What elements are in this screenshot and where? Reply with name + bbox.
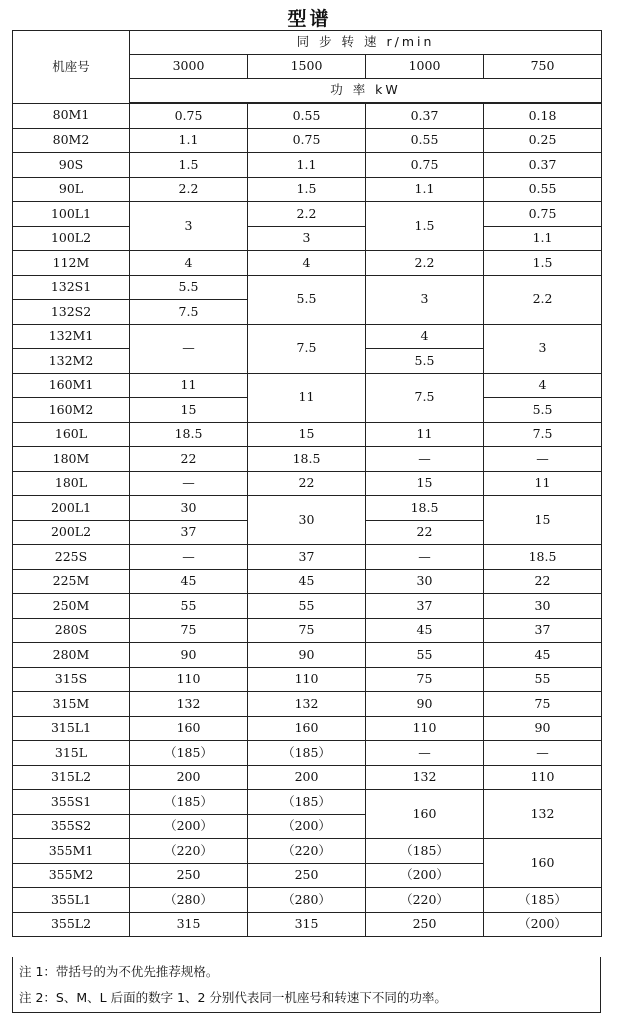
power-cell: （220） xyxy=(366,888,484,913)
power-cell: 4 xyxy=(366,324,484,349)
frame-cell: 355L1 xyxy=(13,888,130,913)
power-cell: — xyxy=(130,471,248,496)
table-row xyxy=(13,569,602,594)
power-cell: （200） xyxy=(366,863,484,888)
power-cell: （200） xyxy=(484,912,602,937)
table-row xyxy=(13,741,602,766)
frame-cell: 225S xyxy=(13,545,130,570)
frame-cell: 315L2 xyxy=(13,765,130,790)
table-row xyxy=(13,103,602,128)
power-cell: — xyxy=(366,447,484,472)
power-cell: 75 xyxy=(248,618,366,643)
power-cell: 315 xyxy=(248,912,366,937)
power-cell: 5.5 xyxy=(130,275,248,300)
power-cell: 250 xyxy=(130,863,248,888)
frame-cell: 280M xyxy=(13,643,130,668)
power-cell: 2.2 xyxy=(130,177,248,202)
frame-cell: 355S2 xyxy=(13,814,130,839)
power-cell: 250 xyxy=(366,912,484,937)
power-cell: 2.2 xyxy=(366,251,484,276)
power-cell: 1.5 xyxy=(248,177,366,202)
power-cell: 18.5 xyxy=(484,545,602,570)
table-row xyxy=(13,545,602,570)
power-cell: 75 xyxy=(366,667,484,692)
frame-cell: 132S1 xyxy=(13,275,130,300)
power-cell: （185） xyxy=(248,741,366,766)
power-cell: 3 xyxy=(366,275,484,324)
frame-cell: 100L2 xyxy=(13,226,130,251)
frame-cell: 315L xyxy=(13,741,130,766)
frame-cell: 80M1 xyxy=(13,103,130,128)
power-cell: — xyxy=(130,545,248,570)
speed-1000-header: 1000 xyxy=(366,55,484,79)
table-row xyxy=(13,373,602,398)
power-cell: （185） xyxy=(248,790,366,815)
power-cell: （200） xyxy=(248,814,366,839)
speed-1500-header: 1500 xyxy=(248,55,366,79)
power-cell: 0.75 xyxy=(248,128,366,153)
motor-spec-table xyxy=(12,30,602,937)
power-cell: 0.75 xyxy=(484,202,602,227)
table-row xyxy=(13,765,602,790)
power-cell: — xyxy=(366,545,484,570)
power-cell: 30 xyxy=(484,594,602,619)
power-cell: 1.1 xyxy=(366,177,484,202)
power-cell: （185） xyxy=(130,790,248,815)
power-cell: 75 xyxy=(130,618,248,643)
power-cell: — xyxy=(484,741,602,766)
power-cell: 5.5 xyxy=(366,349,484,374)
power-cell: 160 xyxy=(130,716,248,741)
frame-cell: 280S xyxy=(13,618,130,643)
frame-cell: 132M2 xyxy=(13,349,130,374)
power-cell: 22 xyxy=(248,471,366,496)
power-cell: 55 xyxy=(366,643,484,668)
frame-cell: 315S xyxy=(13,667,130,692)
table-row xyxy=(13,643,602,668)
power-cell: 7.5 xyxy=(484,422,602,447)
power-cell: — xyxy=(130,324,248,373)
power-cell: — xyxy=(366,741,484,766)
power-cell: 90 xyxy=(484,716,602,741)
power-cell: 45 xyxy=(366,618,484,643)
power-cell: 4 xyxy=(248,251,366,276)
power-cell: 2.2 xyxy=(484,275,602,324)
power-cell: （200） xyxy=(130,814,248,839)
power-cell: 0.55 xyxy=(484,177,602,202)
power-cell: 110 xyxy=(366,716,484,741)
power-cell: 160 xyxy=(366,790,484,839)
speed-header: 同 步 转 速 r/min xyxy=(130,31,602,55)
spec-table-body xyxy=(13,103,602,937)
table-row xyxy=(13,422,602,447)
table-row xyxy=(13,471,602,496)
note-2: 注 2：S、M、L 后面的数字 1、2 分别代表同一机座号和转速下不同的功率。 xyxy=(19,990,447,1005)
frame-cell: 160M1 xyxy=(13,373,130,398)
table-row xyxy=(13,790,602,815)
power-cell: 0.55 xyxy=(248,103,366,128)
frame-cell: 315L1 xyxy=(13,716,130,741)
power-cell: 37 xyxy=(130,520,248,545)
power-cell: （280） xyxy=(248,888,366,913)
page-title: 型谱 xyxy=(287,8,332,30)
power-cell: 0.55 xyxy=(366,128,484,153)
power-cell: 160 xyxy=(248,716,366,741)
power-cell: 0.37 xyxy=(484,153,602,178)
table-row xyxy=(13,275,602,300)
power-cell: 18.5 xyxy=(248,447,366,472)
power-cell: 1.5 xyxy=(366,202,484,251)
power-cell: 315 xyxy=(130,912,248,937)
power-cell: 132 xyxy=(130,692,248,717)
power-cell: 132 xyxy=(248,692,366,717)
power-cell: 22 xyxy=(130,447,248,472)
power-cell: 45 xyxy=(484,643,602,668)
power-cell: 132 xyxy=(484,790,602,839)
table-row xyxy=(13,618,602,643)
power-cell: 11 xyxy=(484,471,602,496)
power-cell: 1.1 xyxy=(484,226,602,251)
power-cell: 45 xyxy=(130,569,248,594)
frame-cell: 90S xyxy=(13,153,130,178)
frame-header: 机座号 xyxy=(13,31,130,104)
power-cell: 75 xyxy=(484,692,602,717)
power-cell: （185） xyxy=(130,741,248,766)
power-header: 功 率 kW xyxy=(130,79,602,104)
frame-cell: 80M2 xyxy=(13,128,130,153)
power-cell: 4 xyxy=(130,251,248,276)
power-cell: 7.5 xyxy=(130,300,248,325)
table-row xyxy=(13,716,602,741)
power-cell: 3 xyxy=(248,226,366,251)
table-row xyxy=(13,177,602,202)
frame-cell: 132S2 xyxy=(13,300,130,325)
power-cell: 15 xyxy=(366,471,484,496)
table-row xyxy=(13,839,602,864)
power-cell: 30 xyxy=(130,496,248,521)
frame-cell: 112M xyxy=(13,251,130,276)
power-cell: 1.5 xyxy=(130,153,248,178)
power-cell: 3 xyxy=(484,324,602,373)
power-cell: 30 xyxy=(248,496,366,545)
speed-750-header: 750 xyxy=(484,55,602,79)
table-row xyxy=(13,667,602,692)
power-cell: 3 xyxy=(130,202,248,251)
power-cell: 90 xyxy=(366,692,484,717)
table-row xyxy=(13,692,602,717)
frame-cell: 355L2 xyxy=(13,912,130,937)
power-cell: 15 xyxy=(248,422,366,447)
power-cell: 1.1 xyxy=(248,153,366,178)
power-cell: 11 xyxy=(130,373,248,398)
note-1: 注 1：带括号的为不优先推荐规格。 xyxy=(19,964,219,979)
power-cell: 250 xyxy=(248,863,366,888)
power-cell: 1.5 xyxy=(484,251,602,276)
power-cell: 90 xyxy=(130,643,248,668)
speed-3000-header: 3000 xyxy=(130,55,248,79)
frame-cell: 100L1 xyxy=(13,202,130,227)
frame-cell: 90L xyxy=(13,177,130,202)
power-cell: 45 xyxy=(248,569,366,594)
frame-cell: 355M2 xyxy=(13,863,130,888)
power-cell: （220） xyxy=(248,839,366,864)
power-cell: 110 xyxy=(484,765,602,790)
frame-cell: 160L xyxy=(13,422,130,447)
power-cell: 0.25 xyxy=(484,128,602,153)
frame-cell: 160M2 xyxy=(13,398,130,423)
power-cell: 110 xyxy=(248,667,366,692)
frame-cell: 200L2 xyxy=(13,520,130,545)
table-row xyxy=(13,202,602,227)
power-cell: （280） xyxy=(130,888,248,913)
table-row xyxy=(13,226,602,251)
power-cell: 55 xyxy=(248,594,366,619)
power-cell: 7.5 xyxy=(366,373,484,422)
power-cell: （220） xyxy=(130,839,248,864)
power-cell: 1.1 xyxy=(130,128,248,153)
power-cell: 15 xyxy=(484,496,602,545)
frame-cell: 225M xyxy=(13,569,130,594)
power-cell: 0.75 xyxy=(130,103,248,128)
frame-cell: 315M xyxy=(13,692,130,717)
power-cell: 55 xyxy=(130,594,248,619)
power-cell: 22 xyxy=(366,520,484,545)
power-cell: 7.5 xyxy=(248,324,366,373)
power-cell: 2.2 xyxy=(248,202,366,227)
frame-cell: 180L xyxy=(13,471,130,496)
table-row xyxy=(13,888,602,913)
power-cell: 200 xyxy=(248,765,366,790)
power-cell: 0.18 xyxy=(484,103,602,128)
power-cell: 37 xyxy=(366,594,484,619)
power-cell: 30 xyxy=(366,569,484,594)
table-row xyxy=(13,251,602,276)
power-cell: 22 xyxy=(484,569,602,594)
notes-box xyxy=(12,957,601,1013)
power-cell: 90 xyxy=(248,643,366,668)
power-cell: 11 xyxy=(248,373,366,422)
table-row xyxy=(13,128,602,153)
power-cell: 160 xyxy=(484,839,602,888)
power-cell: — xyxy=(484,447,602,472)
frame-cell: 132M1 xyxy=(13,324,130,349)
power-cell: 5.5 xyxy=(484,398,602,423)
power-cell: 0.37 xyxy=(366,103,484,128)
power-cell: 5.5 xyxy=(248,275,366,324)
table-row xyxy=(13,153,602,178)
power-cell: 18.5 xyxy=(366,496,484,521)
power-cell: 132 xyxy=(366,765,484,790)
power-cell: 55 xyxy=(484,667,602,692)
table-row xyxy=(13,594,602,619)
frame-cell: 250M xyxy=(13,594,130,619)
frame-cell: 355S1 xyxy=(13,790,130,815)
frame-cell: 355M1 xyxy=(13,839,130,864)
frame-cell: 200L1 xyxy=(13,496,130,521)
table-row xyxy=(13,324,602,349)
table-row xyxy=(13,912,602,937)
power-cell: （185） xyxy=(484,888,602,913)
power-cell: 18.5 xyxy=(130,422,248,447)
power-cell: 200 xyxy=(130,765,248,790)
power-cell: 0.75 xyxy=(366,153,484,178)
table-row xyxy=(13,496,602,521)
power-cell: 11 xyxy=(366,422,484,447)
table-row xyxy=(13,447,602,472)
power-cell: 4 xyxy=(484,373,602,398)
power-cell: 37 xyxy=(484,618,602,643)
power-cell: 37 xyxy=(248,545,366,570)
frame-cell: 180M xyxy=(13,447,130,472)
power-cell: 110 xyxy=(130,667,248,692)
power-cell: （185） xyxy=(366,839,484,864)
power-cell: 15 xyxy=(130,398,248,423)
